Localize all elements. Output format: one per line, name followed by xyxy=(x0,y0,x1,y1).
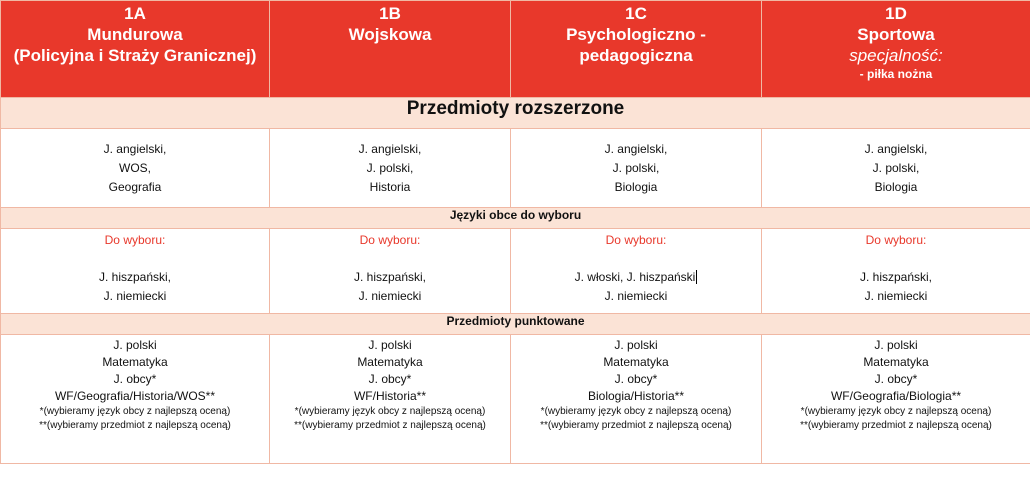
language-option: J. włoski, J. hiszpański xyxy=(574,270,696,284)
column-header-1d xyxy=(762,1,1030,98)
class-name-line: (Policyjna i Straży Granicznej) xyxy=(13,46,257,65)
note-language: *(wybieramy język obcy z najlepszą oceną) xyxy=(39,406,231,417)
languages-cell-1b xyxy=(270,229,511,314)
class-name-line: Wojskowa xyxy=(348,25,432,44)
scored-subject: J. obcy* xyxy=(874,372,918,386)
class-name-line: Psychologiczno - xyxy=(566,25,706,44)
specialty-item: - piłka nożna xyxy=(859,67,933,81)
scored-cell-1b xyxy=(270,335,511,464)
scored-subject: J. polski xyxy=(614,338,658,352)
note-subject: **(wybieramy przedmiot z najlepszą oceną) xyxy=(800,420,992,431)
extended-cell-1d xyxy=(762,129,1030,208)
scored-subject: Matematyka xyxy=(863,355,929,369)
scored-subject: Matematyka xyxy=(102,355,168,369)
subject: J. angielski, xyxy=(864,141,928,156)
language-option: J. niemiecki xyxy=(864,289,928,303)
class-code: 1D xyxy=(885,4,907,23)
column-header-1b xyxy=(270,1,511,98)
language-option: J. niemiecki xyxy=(103,289,167,303)
class-code: 1A xyxy=(124,4,146,23)
subject: Biologia xyxy=(874,179,918,194)
subject: J. angielski, xyxy=(358,141,422,156)
note-subject: **(wybieramy przedmiot z najlepszą oceną) xyxy=(39,420,231,431)
choose-label: Do wyboru: xyxy=(104,233,166,247)
section-row-languages xyxy=(1,208,1030,229)
subject: J. angielski, xyxy=(103,141,167,156)
choose-label: Do wyboru: xyxy=(605,233,667,247)
column-header-1a xyxy=(1,1,270,98)
language-option: J. niemiecki xyxy=(358,289,422,303)
note-language: *(wybieramy język obcy z najlepszą oceną) xyxy=(800,406,992,417)
class-code: 1C xyxy=(625,4,647,23)
scored-subject: J. obcy* xyxy=(614,372,658,386)
note-language: *(wybieramy język obcy z najlepszą oceną) xyxy=(294,406,486,417)
subject: J. polski, xyxy=(366,160,414,175)
scored-cell-1c xyxy=(511,335,762,464)
class-name-line: Mundurowa xyxy=(87,25,183,44)
scored-row xyxy=(1,335,1030,464)
language-option-line xyxy=(511,268,761,287)
language-option: J. niemiecki xyxy=(604,289,668,303)
section-row-scored xyxy=(1,314,1030,335)
scored-subject: Biologia/Historia** xyxy=(587,389,685,403)
note-language: *(wybieramy język obcy z najlepszą oceną) xyxy=(540,406,732,417)
specialty-label: specjalność: xyxy=(849,46,943,65)
subject: Historia xyxy=(369,179,411,194)
language-option: J. hiszpański, xyxy=(98,270,172,284)
scored-subject: J. obcy* xyxy=(113,372,157,386)
column-header-1c xyxy=(511,1,762,98)
scored-subject: Matematyka xyxy=(357,355,423,369)
scored-cell-1d xyxy=(762,335,1030,464)
scored-subject: Matematyka xyxy=(603,355,669,369)
note-subject: **(wybieramy przedmiot z najlepszą oceną) xyxy=(540,420,732,431)
class-name-line: Sportowa xyxy=(857,25,935,44)
scored-subject: J. polski xyxy=(874,338,918,352)
extended-cell-1b xyxy=(270,129,511,208)
scored-subject: WF/Geografia/Biologia** xyxy=(830,389,962,403)
extended-cell-1a xyxy=(1,129,270,208)
choose-label: Do wyboru: xyxy=(359,233,421,247)
language-option: J. hiszpański, xyxy=(353,270,427,284)
languages-cell-1d xyxy=(762,229,1030,314)
languages-cell-1a xyxy=(1,229,270,314)
scored-cell-1a xyxy=(1,335,270,464)
section-title-scored: Przedmioty punktowane xyxy=(1,314,1030,335)
section-row-extended xyxy=(1,98,1030,129)
languages-cell-1c xyxy=(511,229,762,314)
scored-subject: WF/Geografia/Historia/WOS** xyxy=(54,389,216,403)
subject: J. angielski, xyxy=(604,141,668,156)
subject: Geografia xyxy=(108,179,162,194)
scored-subject: J. polski xyxy=(368,338,412,352)
section-title-extended: Przedmioty rozszerzone xyxy=(1,98,1030,129)
subject: Biologia xyxy=(614,179,658,194)
class-name-line: pedagogiczna xyxy=(579,46,693,65)
extended-subjects-row xyxy=(1,129,1030,208)
class-code: 1B xyxy=(379,4,401,23)
header-row xyxy=(1,1,1030,98)
subject: J. polski, xyxy=(612,160,660,175)
note-subject: **(wybieramy przedmiot z najlepszą oceną) xyxy=(294,420,486,431)
extended-cell-1c xyxy=(511,129,762,208)
languages-row xyxy=(1,229,1030,314)
subject: WOS, xyxy=(119,160,151,175)
choose-label: Do wyboru: xyxy=(865,233,927,247)
subject: J. polski, xyxy=(872,160,920,175)
scored-subject: J. obcy* xyxy=(368,372,412,386)
section-title-languages: Języki obce do wyboru xyxy=(1,208,1030,229)
scored-subject: J. polski xyxy=(113,338,157,352)
language-option: J. hiszpański, xyxy=(859,270,933,284)
scored-subject: WF/Historia** xyxy=(353,389,426,403)
